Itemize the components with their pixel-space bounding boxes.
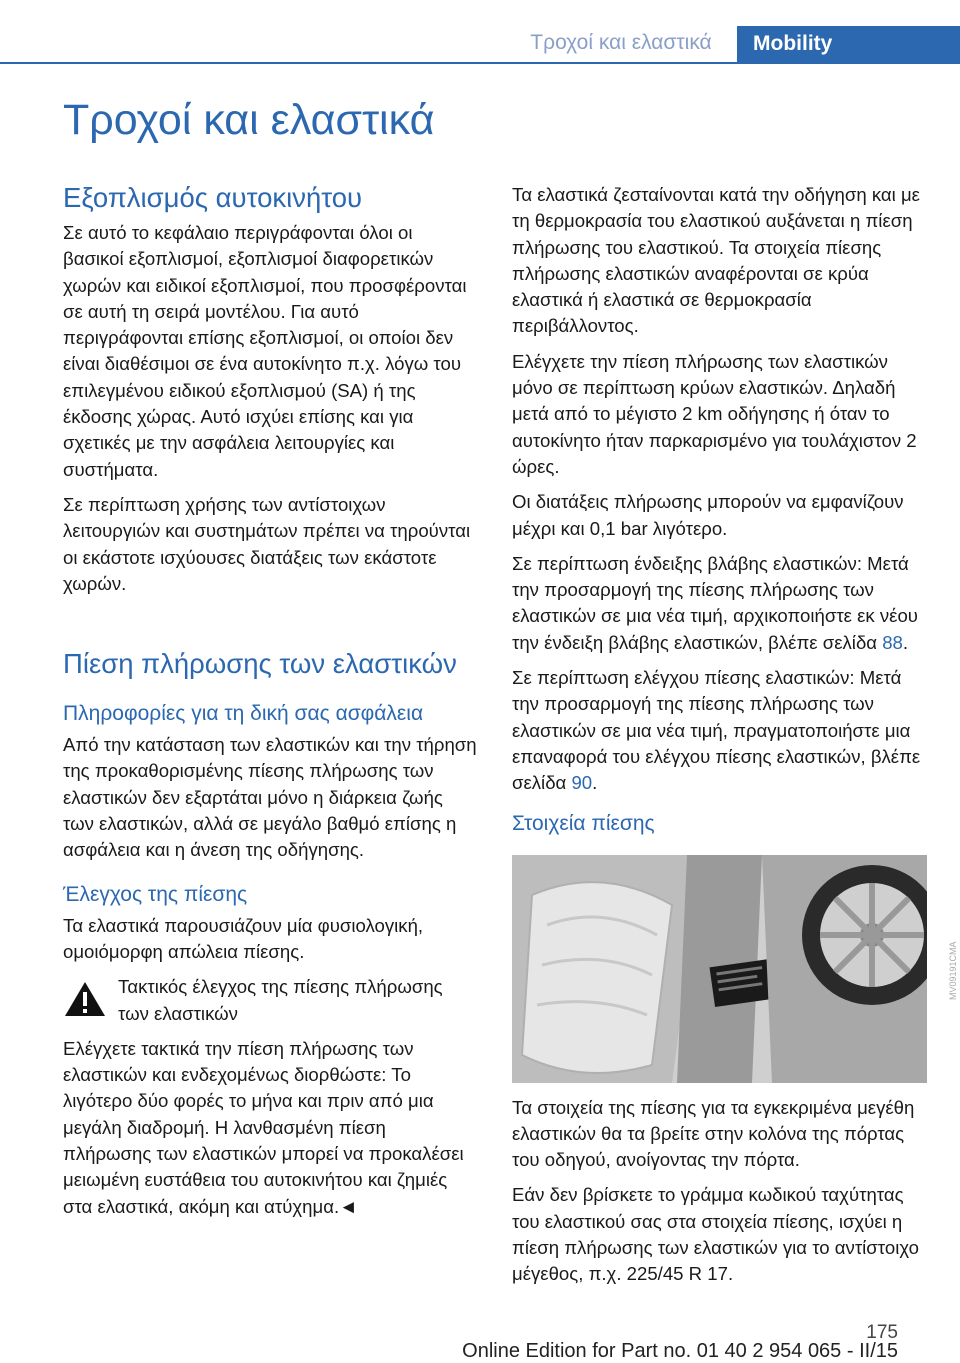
page-link-88[interactable]: 88	[882, 631, 903, 653]
paragraph: Από την κατάσταση των ελαστικών και την τήρηση της προκαθορισμένης πίεσης πλήρωσης των ελαστικών δεν εξαρτάται μόνο η διάρκεια ζωής των ελαστικών, αλλά σε μεγάλο βαθμό επίσης η ασφάλεια και η άνεση της οδήγησης.	[63, 734, 477, 861]
paragraph-end: .	[592, 772, 598, 794]
image-code: MV09191CMA	[948, 941, 958, 1000]
door-pillar-photo	[512, 855, 927, 1083]
header-rule	[0, 62, 737, 64]
tab-mobility[interactable]: Mobility	[737, 26, 960, 64]
warning-text: Τακτικός έλεγχος της πίεσης πλήρωσης των ελαστικών	[118, 976, 443, 1024]
paragraph-text: Σε περίπτωση ένδειξης βλάβης ελαστικών: Μετά την προσαρμογή της πίεσης πλήρωσης των ελαστικών σε μια νέα τιμή, αρχικοποιήστε εκ νέου την ένδειξη βλάβης ελαστικών, βλέπε σελίδα	[512, 552, 918, 653]
heading-safety: Πληροφορίες για τη δική σας ασφάλεια	[63, 702, 424, 726]
paragraph: Εάν δεν βρίσκετε το γράμμα κωδικού ταχύτητας του ελαστικού σας στα στοιχεία πίεσης, ισχύει η πίεση πλήρωσης των ελαστικών για το αντίστοιχο μέγεθος, π.χ. 225/45 R 17.	[512, 1184, 919, 1285]
paragraph-end: .	[902, 631, 909, 653]
car-door-illustration	[512, 855, 927, 1083]
paragraph: Τα στοιχεία της πίεσης για τα εγκεκριμένα μεγέθη ελαστικών θα τα βρείτε στην κολόνα της πόρτας του οδηγού, ανοίγοντας την πόρτα.	[512, 1096, 915, 1171]
paragraph: Ελέγχετε τακτικά την πίεση πλήρωσης των ελαστικών και ενδεχομένως διορθώστε: Το λιγότερο δύο φορές το μήνα και πριν από μια μεγάλη διαδρομή. Η λανθασμένη πίεση πλήρωσης των ελαστικών μπορεί να προκαλέσει μειωμένη ευστάθεια του αυτοκινήτου και ζημιές στα ελαστικά, ακόμη και ατύχημα.◄	[63, 1037, 464, 1217]
paragraph-text: Σε περίπτωση ελέγχου πίεσης ελαστικών: Μετά την προσαρμογή της πίεσης πλήρωσης των ελαστικών σε μια νέα τιμή, πραγματοποιήστε μια επαναφορά του ελέγχου πίεσης ελαστικών, βλέπε σελίδα	[512, 667, 921, 794]
paragraph: Τα ελαστικά παρουσιάζουν μία φυσιολογική, ομοιόμορφη απώλεια πίεσης.	[63, 914, 424, 962]
header-bar	[0, 0, 960, 64]
heading-equipment: Εξοπλισμός αυτοκινήτου	[63, 182, 363, 213]
paragraph	[512, 551, 926, 656]
paragraph: Σε αυτό το κεφάλαιο περιγράφονται όλοι οι βασικοί εξοπλισμοί, εξοπλισμοί διαφορετικών χωρών και ειδικοί εξοπλισμοί, που προσφέρονται σε αυτή τη σειρά μοντέλου. Για αυτό περιγράφονται επίσης εξοπλισμοί, οι οποίοι δεν είναι διαθέσιμοι σε ένα αυτοκίνητο π.χ. λόγω του επιλεγμένου ειδικού εξοπλισμού (SA) ή της έκδοσης χώρας. Αυτό ισχύει επίσης και για σχετικές με την ασφάλεια λειτουργίες και συστήματα.	[63, 222, 467, 480]
page-title: Τροχοί και ελαστικά	[63, 96, 435, 144]
paragraph: Σε περίπτωση χρήσης των αντίστοιχων λειτουργιών και συστημάτων πρέπει να τηρούνται οι εκάστοτε ισχύουσες διατάξεις των εκάστοτε χωρών.	[63, 493, 471, 594]
paragraph: Οι διατάξεις πλήρωσης μπορούν να εμφανίζουν μέχρι και 0,1 bar λιγότερο.	[512, 491, 904, 539]
paragraph: Ελέγχετε την πίεση πλήρωσης των ελαστικών μόνο σε περίπτωση κρύων ελαστικών. Δηλαδή μετά από το μέγιστο 2 km οδήγησης ή όταν το αυτοκίνητο ήταν παρκαρισμένο για τουλάχιστον 2 ώρες.	[512, 350, 917, 477]
breadcrumb[interactable]: Τροχοί και ελαστικά	[505, 26, 737, 64]
paragraph: Τα ελαστικά ζεσταίνονται κατά την οδήγηση και με τη θερμοκρασία του ελαστικού αυξάνεται η πίεση πλήρωσης του ελαστικού. Τα στοιχεία πίεσης πλήρωσης ελαστικών αναφέρονται σε κρύα ελαστικά ή ελαστικά σε θερμοκρασία περιβάλλοντος.	[512, 184, 920, 337]
heading-pressure-data: Στοιχεία πίεσης	[512, 811, 655, 835]
paragraph	[512, 665, 926, 796]
warning-icon	[63, 980, 107, 1018]
heading-check: Έλεγχος της πίεσης	[63, 882, 248, 906]
page-number: 175	[866, 1322, 898, 1343]
edition-footer: Online Edition for Part no. 01 40 2 954 065 - II/15	[462, 1340, 898, 1362]
left-column	[63, 182, 478, 1229]
right-column	[512, 182, 926, 1297]
warning-note	[63, 974, 478, 1027]
heading-tire-pressure: Πίεση πλήρωσης των ελαστικών	[63, 648, 457, 680]
page-link-90[interactable]: 90	[571, 772, 593, 794]
